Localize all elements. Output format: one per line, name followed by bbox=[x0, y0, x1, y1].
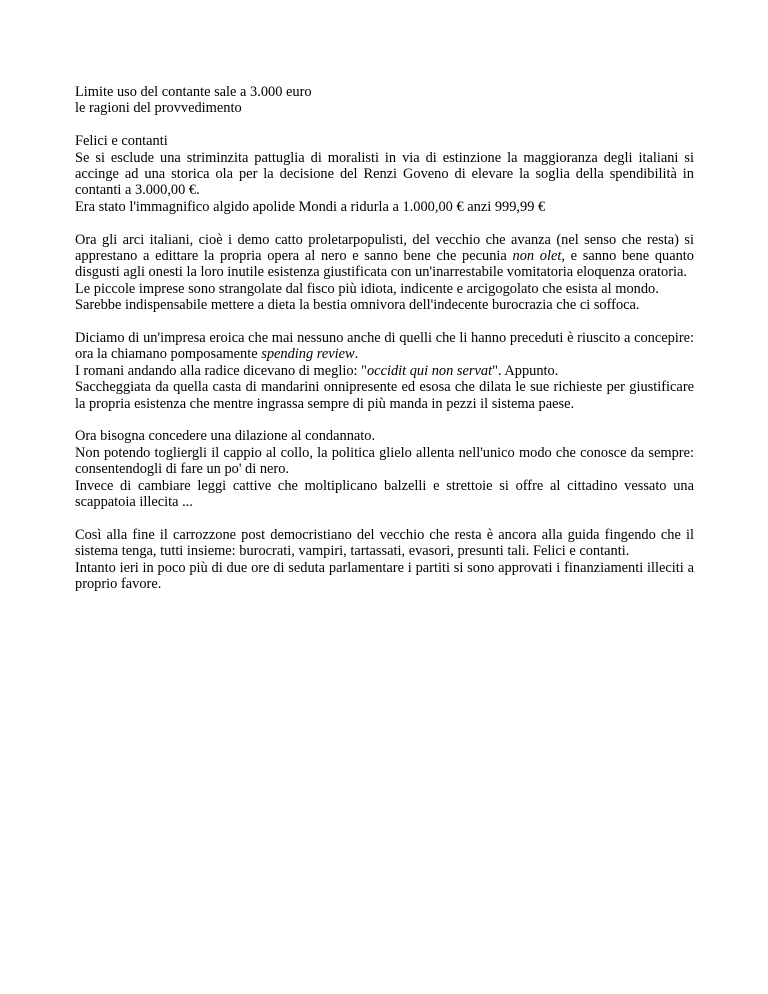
document-title bbox=[75, 84, 694, 117]
paragraph-text: Se si esclude una striminzita pattuglia di moralisti in via di estinzione la maggioranza degli italiani si accinge ad una storica ola per la decisione del Renzi Goveno di elevare la soglia della spendibilità in contanti a 3.000,00 €. bbox=[75, 149, 694, 199]
paragraph-text: Invece di cambiare leggi cattive che moltiplicano balzelli e strettoie si offre al cittadino vessato una scappatoia illecita ... bbox=[75, 477, 694, 511]
italic-phrase: spending review bbox=[261, 346, 355, 363]
paragraph-text: Sarebbe indispensabile mettere a dieta la bestia omnivora dell'indecente burocrazia che ci soffoca. bbox=[75, 297, 640, 314]
paragraph-4 bbox=[75, 428, 694, 510]
paragraph-text: Intanto ieri in poco più di due ore di seduta parlamentare i partiti si sono approvati i finanziamenti illeciti a proprio favore. bbox=[75, 559, 694, 593]
paragraph-text: Saccheggiata da quella casta di mandarini onnipresente ed esosa che dilata le sue richieste per giustificare la propria esistenza che mentre ingrassa sempre di più manda in pezzi il sistema paese. bbox=[75, 379, 694, 412]
paragraph-text: I romani andando alla radice dicevano di meglio: "occidit qui non servat". Appunto. bbox=[75, 362, 559, 379]
paragraph-5 bbox=[75, 527, 694, 593]
paragraph-text: Così alla fine il carrozzone post democristiano del vecchio che resta è ancora alla guida fingendo che il sistema tenga, tutti insieme: burocrati, vampiri, tartassati, evasori, presunti tali. Felici e contanti. bbox=[75, 526, 694, 560]
paragraph-text: Ora gli arci italiani, cioè i demo catto proletarpopulisti, del vecchio che avanza (nel senso che resta) si apprestano a edittare la propria opera al nero e sanno bene che pecunia non olet, e sanno bene quanto disgusti agli onesti la loro inutile esistenza giustificata con un'inarrestabile vomitatoria eloquenza oratoria. bbox=[75, 231, 694, 281]
paragraph-text: Era stato l'immagnifico algido apolide Mondi a ridurla a 1.000,00 € anzi 999,99 € bbox=[75, 198, 546, 215]
paragraph-text: Ora bisogna concedere una dilazione al condannato. bbox=[75, 428, 376, 445]
paragraph-text: Le piccole imprese sono strangolate dal fisco più idiota, indicente e arcigogolato che esista al mondo. bbox=[75, 280, 659, 297]
italic-phrase: non olet bbox=[512, 248, 562, 265]
document-page bbox=[75, 84, 694, 609]
title-line: Limite uso del contante sale a 3.000 euro bbox=[75, 84, 312, 100]
paragraph-2 bbox=[75, 232, 694, 314]
paragraph-text: Diciamo di un'impresa eroica che mai nessuno anche di quelli che li hanno preceduti è riuscito a concepire: ora la chiamano pomposamente spending review. bbox=[75, 330, 694, 363]
paragraph-3 bbox=[75, 330, 694, 412]
paragraph-1 bbox=[75, 133, 694, 215]
paragraph-text: Non potendo togliergli il cappio al collo, la politica glielo allenta nell'unico modo che conosce da sempre: consentendogli di fare un po' di nero. bbox=[75, 444, 694, 478]
italic-phrase: occidit qui non servat bbox=[366, 362, 493, 379]
section-heading: Felici e contanti bbox=[75, 133, 168, 150]
subtitle-line: le ragioni del provvedimento bbox=[75, 100, 242, 117]
